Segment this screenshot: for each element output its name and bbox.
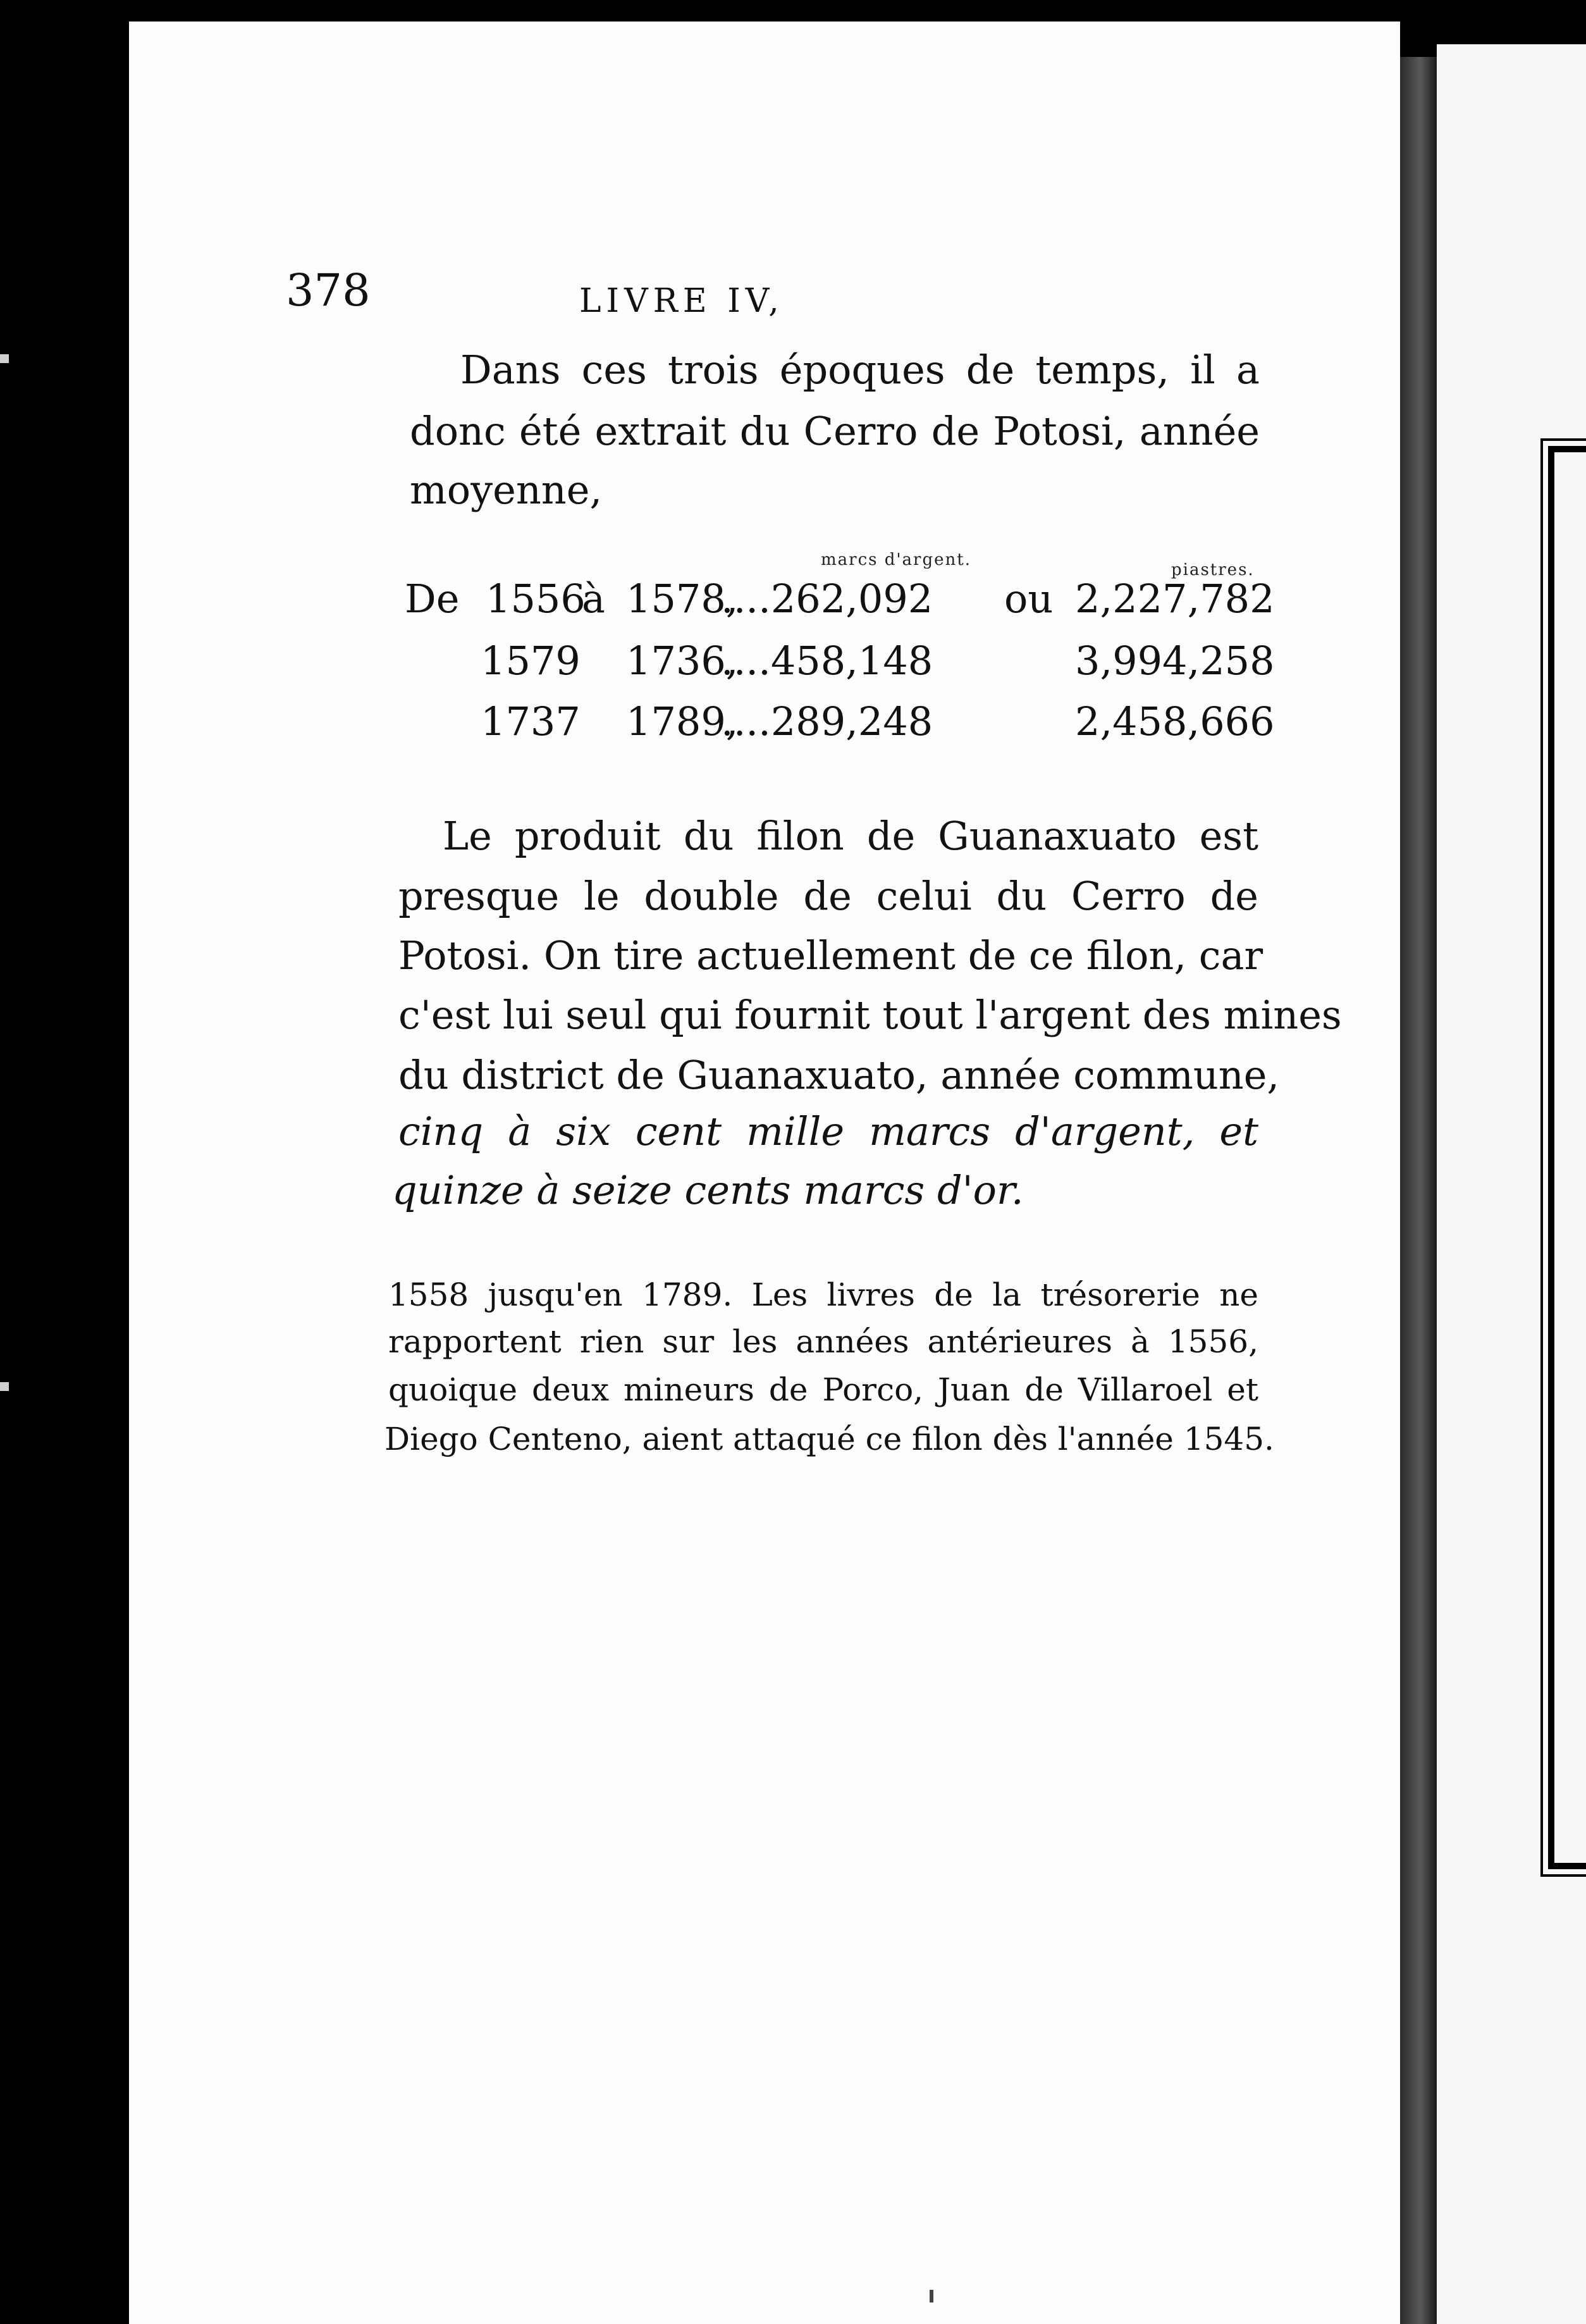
marcs-value: ....289,248 (721, 698, 933, 745)
piastres-value: 2,458,666 (1075, 698, 1275, 745)
marcs-value: ....262,092 (721, 576, 933, 622)
italic-line: quinze à seize cents marcs d'or. (392, 1167, 1024, 1213)
text-line: c'est lui seul qui fournit tout l'argent des mines (398, 992, 1342, 1038)
row-ou: ou (1004, 576, 1054, 622)
piastres-value: 3,994,258 (1075, 638, 1275, 684)
row-lead: De (405, 576, 460, 622)
row-a: à (582, 576, 605, 622)
year-to: 1736, (626, 638, 739, 684)
year-to: 1578, (626, 576, 739, 622)
text-line: Potosi. On tire actuellement de ce filon, car (398, 932, 1263, 979)
italic-line: cinq à six cent mille marcs d'argent, et (398, 1108, 1258, 1154)
piastres-value: 2,227,782 (1075, 576, 1275, 622)
book-spine-gutter (1400, 57, 1437, 2324)
year-from: 1556 (486, 576, 586, 622)
text-line: moyenne, (410, 467, 603, 513)
footnote-line: 1558 jusqu'en 1789. Les livres de la trésorerie ne (388, 1276, 1258, 1313)
text-line: Dans ces trois époques de temps, il a (460, 347, 1260, 393)
print-speck (930, 2290, 933, 2302)
text-line: donc été extrait du Cerro de Potosi, année (410, 408, 1260, 454)
year-from: 1579 (481, 638, 581, 684)
text-line: du district de Guanaxuato, année commune, (398, 1052, 1280, 1098)
column-header-piastres: piastres. (1171, 560, 1255, 579)
footnote-line: quoique deux mineurs de Porco, Juan de Villaroel et (388, 1371, 1258, 1408)
page-number: 378 (286, 264, 371, 316)
running-title: LIVRE IV, (579, 282, 784, 320)
scan-edge-mark (0, 1382, 9, 1391)
text-line: Le produit du filon de Guanaxuato est (443, 813, 1258, 859)
facing-plate-frame (1548, 446, 1586, 1869)
footnote-line: rapportent rien sur les années antérieures à 1556, (388, 1323, 1258, 1360)
footnote-line: Diego Centeno, aient attaqué ce filon dès l'année 1545. (384, 1421, 1274, 1457)
marcs-value: ....458,148 (721, 638, 933, 684)
scan-edge-mark (0, 354, 9, 363)
column-header-marcs: marcs d'argent. (821, 550, 971, 569)
text-line: presque le double de celui du Cerro de (398, 873, 1258, 919)
year-from: 1737 (481, 698, 581, 745)
year-to: 1789, (626, 698, 739, 745)
